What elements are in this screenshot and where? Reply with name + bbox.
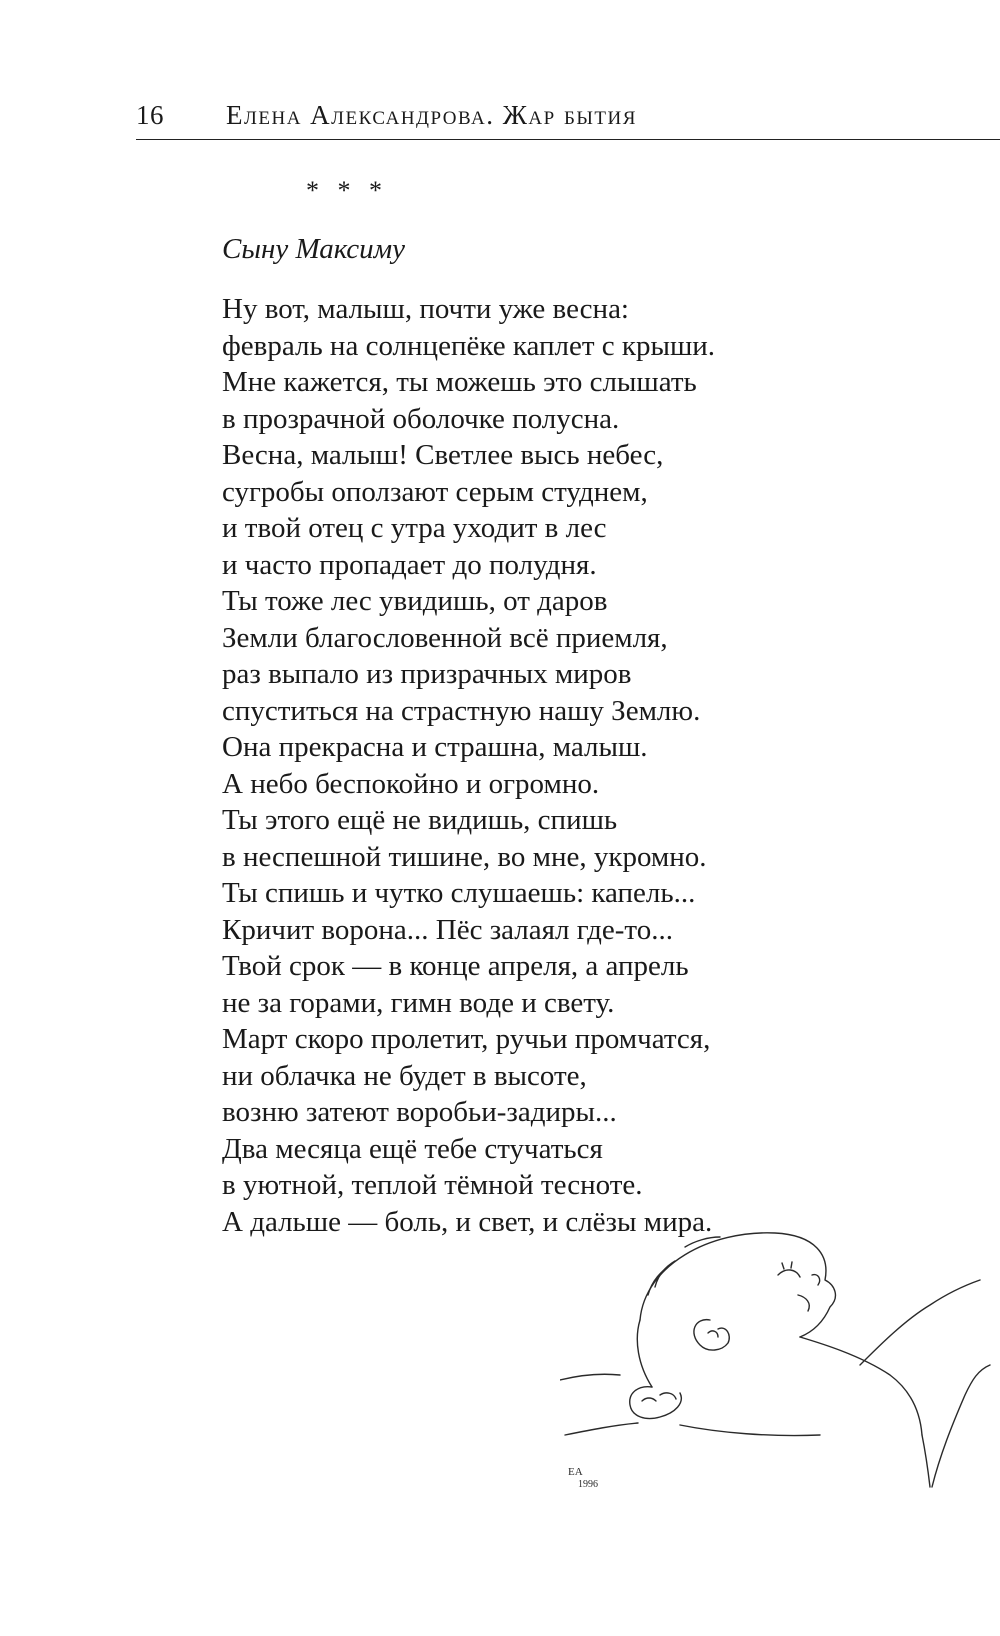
asterism: * * * [306,176,388,205]
poem-line: А дальше — боль, и свет, и слёзы мира. [222,1205,713,1238]
poem-line: Земли благословенной всё приемля, [222,621,668,654]
poem-line: Два месяца ещё тебе стучаться [222,1132,603,1165]
poem-line: и часто пропадает до полудня. [222,548,597,581]
illustration-signature: ЕА [568,1466,583,1478]
poem-line: в прозрачной оболочке полусна. [222,402,620,435]
poem-line: Кричит ворона... Пёс залаял где-то... [222,913,673,946]
header-rule [136,139,1000,140]
poem-line: Ты этого ещё не видишь, спишь [222,804,618,836]
poem-line: в неспешной тишине, во мне, укромно. [222,840,707,873]
poem-line: сугробы оползают серым студнем, [222,475,648,508]
poem-line: Она прекрасна и страшна, малыш. [222,731,648,763]
illustration-signature-year: 1996 [578,1479,598,1490]
poem-line: Март скоро пролетит, ручьи промчатся, [222,1023,711,1055]
poem-line: возню затеют воробьи-задиры... [222,1096,617,1128]
poem-line: А небо беспокойно и огромно. [222,767,600,800]
poem-line: Ну вот, малыш, почти уже весна: [222,293,629,325]
poem-line: Весна, малыш! Светлее высь небес, [222,439,664,471]
sleeping-baby-illustration [560,1225,1000,1525]
poem-line: Ты тоже лес увидишь, от даров [222,585,608,617]
poem-line: в уютной, теплой тёмной тесноте. [222,1169,643,1201]
poem-dedication: Сыну Максиму [222,233,405,265]
poem-body [222,291,715,1240]
poem-line: февраль на солнцепёке каплет с крыши. [222,329,716,362]
poem-line: не за горами, гимн воде и свету. [222,986,615,1019]
poem-line: спуститься на страстную нашу Землю. [222,694,701,727]
poem-line: Твой срок — в конце апреля, а апрель [222,950,689,982]
poem-line: и твой отец с утра уходит в лес [222,512,607,544]
running-header [136,100,1000,140]
running-title: Елена Александрова. Жар бытия [226,100,637,130]
poem-line: ни облачка не будет в высоте, [222,1059,587,1092]
poem-line: Ты спишь и чутко слушаешь: капель... [222,877,696,909]
poem-line: Мне кажется, ты можешь это слышать [222,366,697,398]
page-number: 16 [136,100,164,130]
poem-line: раз выпало из призрачных миров [222,658,632,690]
